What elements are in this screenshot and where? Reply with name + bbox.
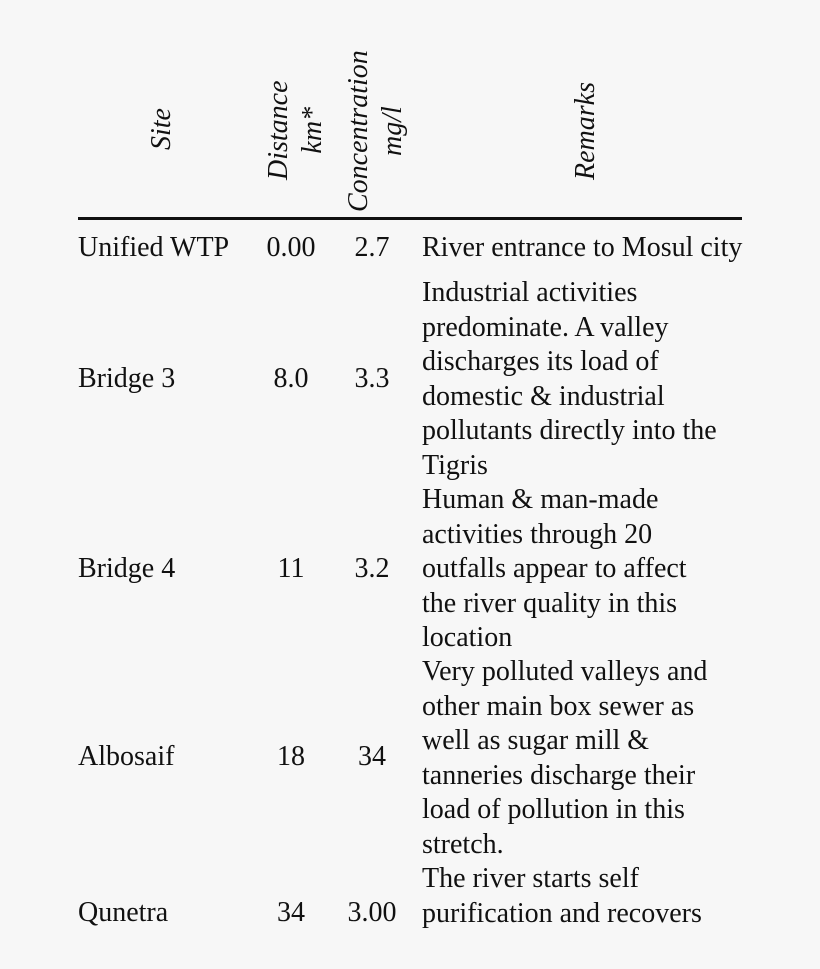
- row-1-remarks: [422, 231, 752, 266]
- row-1-site: Unified WTP: [78, 232, 230, 263]
- row-5-site: Qunetra: [78, 897, 169, 928]
- header-distance: [262, 80, 330, 180]
- row-5-remark-line: purification and recovers: [422, 897, 702, 929]
- row-3-distance: 11: [277, 553, 305, 584]
- header-concentration: [342, 50, 410, 212]
- row-4-remark-line: stretch.: [422, 828, 504, 860]
- header-rule: [78, 217, 742, 220]
- row-1-concentration: 2.7: [354, 232, 390, 263]
- row-5-concentration: 3.00: [347, 897, 397, 928]
- data-table: [78, 0, 742, 969]
- row-4-remark-line: tanneries discharge their: [422, 759, 696, 791]
- header-concentration-line1: Concentration: [343, 50, 374, 212]
- header-site: Site: [146, 108, 177, 150]
- row-2-concentration: 3.3: [354, 363, 390, 394]
- row-4-site: Albosaif: [78, 741, 175, 772]
- row-4-distance: 18: [277, 741, 305, 772]
- row-4-concentration: 34: [358, 741, 386, 772]
- row-2-remark-line: predominate. A valley: [422, 311, 669, 343]
- row-2-remark-line: Industrial activities: [422, 277, 638, 308]
- row-4-remark-line: load of pollution in this: [422, 794, 685, 825]
- row-2-remark-line: domestic & industrial: [422, 380, 665, 412]
- row-3-concentration: 3.2: [354, 553, 390, 584]
- row-2-remark-line: Tigris: [422, 449, 488, 481]
- row-3-remark-line: Human & man-made: [422, 484, 659, 515]
- header-distance-line1: Distance: [263, 80, 294, 180]
- row-3-site: Bridge 4: [78, 553, 176, 584]
- row-4-remark-line: well as sugar mill &: [422, 725, 650, 756]
- row-3-remark-line: activities through 20: [422, 518, 653, 550]
- row-3-remarks: [422, 483, 752, 656]
- row-3-remark-line: the river quality in this: [422, 587, 678, 619]
- row-2-remark-line: pollutants directly into the: [422, 415, 717, 446]
- header-remarks: Remarks: [570, 82, 601, 180]
- row-4-remark-line: other main box sewer as: [422, 690, 695, 722]
- row-2-distance: 8.0: [273, 363, 309, 394]
- row-1-remark-line: River entrance to Mosul city: [422, 232, 743, 263]
- row-5-distance: 34: [277, 897, 305, 928]
- row-2-remark-line: discharges its load of: [422, 346, 659, 377]
- row-5-remarks: [422, 862, 752, 931]
- row-5-remark-line: The river starts self: [422, 863, 639, 894]
- header-concentration-unit: mg/l: [377, 106, 408, 157]
- header-distance-unit: km*: [297, 106, 328, 154]
- row-4-remarks: [422, 655, 752, 862]
- row-4-remark-line: Very polluted valleys and: [422, 656, 708, 687]
- row-3-remark-line: outfalls appear to affect: [422, 553, 687, 584]
- row-2-site: Bridge 3: [78, 363, 176, 394]
- row-3-remark-line: location: [422, 622, 513, 653]
- row-2-remarks: [422, 276, 752, 483]
- row-1-distance: 0.00: [266, 232, 316, 263]
